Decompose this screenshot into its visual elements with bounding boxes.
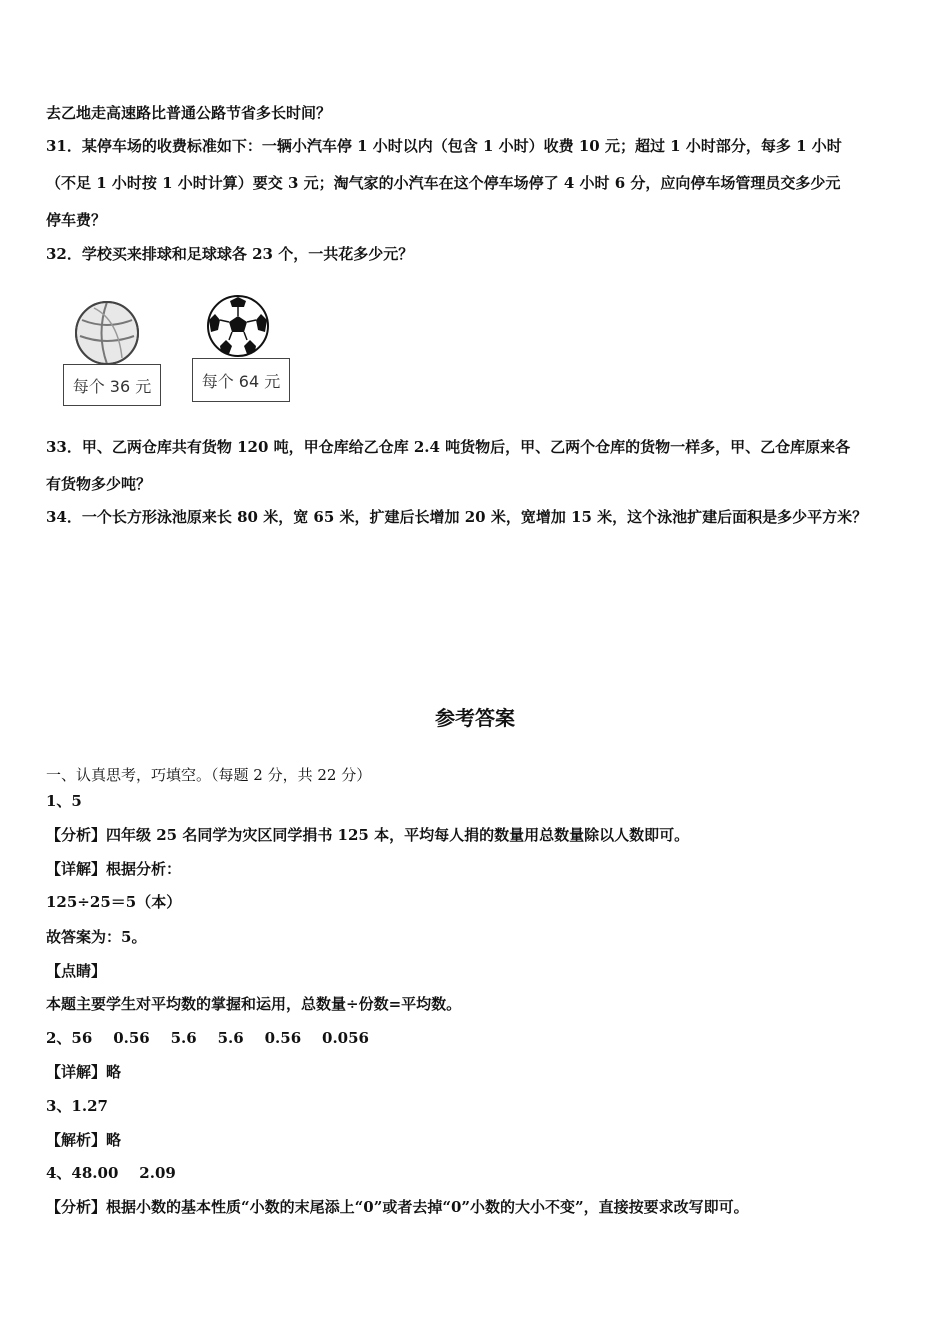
question-30-tail: 去乙地走高速路比普通公路节省多长时间？ — [46, 104, 332, 122]
answer-4: 4、48.00 2.09 — [46, 1164, 176, 1182]
answer-3: 3、1.27 — [46, 1097, 108, 1115]
volleyball-image — [74, 300, 140, 366]
answer-1-comment-label: 【点睛】 — [46, 962, 107, 980]
answers-title: 参考答案 — [435, 706, 515, 730]
soccer-ball-image — [206, 294, 270, 358]
question-31-line-3: 停车费？ — [46, 211, 107, 229]
answer-1: 1、5 — [46, 792, 82, 810]
answer-3-analysis: 【解析】略 — [46, 1131, 122, 1149]
volleyball-price: 每个 36 元 — [72, 376, 152, 396]
question-32: 32．学校买来排球和足球球各 23 个，一共花多少元？ — [46, 245, 414, 263]
soccer-price: 每个 64 元 — [201, 371, 281, 391]
question-33-line-1: 33．甲、乙两仓库共有货物 120 吨，甲仓库给乙仓库 2.4 吨货物后，甲、乙两个仓库的货物一样多，甲、乙仓库原来各 — [46, 438, 851, 456]
answer-1-calc: 125÷25＝5（本） — [46, 893, 182, 911]
answer-1-detail: 【详解】根据分析： — [46, 860, 182, 878]
answers-section-1: 一、认真思考，巧填空。（每题 2 分，共 22 分） — [46, 766, 372, 784]
answer-2: 2、56 0.56 5.6 5.6 0.56 0.056 — [46, 1029, 369, 1047]
question-34: 34．一个长方形泳池原来长 80 米，宽 65 米，扩建后长增加 20 米，宽增加 15 米，这个泳池扩建后面积是多少平方米？ — [46, 508, 868, 526]
volleyball-price-box — [63, 364, 161, 406]
answer-1-comment: 本题主要学生对平均数的掌握和运用，总数量÷份数=平均数。 — [46, 995, 462, 1013]
question-31-line-2: （不足 1 小时按 1 小时计算）要交 3 元；淘气家的小汽车在这个停车场停了 4 小时 6 分，应向停车场管理员交多少元 — [46, 174, 841, 192]
answer-1-conclusion: 故答案为：5。 — [46, 928, 147, 946]
answer-2-detail: 【详解】略 — [46, 1063, 122, 1081]
soccer-price-box — [192, 358, 290, 402]
question-33-line-2: 有货物多少吨？ — [46, 475, 152, 493]
answer-4-analysis: 【分析】根据小数的基本性质“小数的末尾添上“0”或者去掉“0”小数的大小不变”，直接按要求改写即可。 — [46, 1198, 749, 1216]
answer-1-analysis: 【分析】四年级 25 名同学为灾区同学捐书 125 本，平均每人捐的数量用总数量除以人数即可。 — [46, 826, 690, 844]
question-31-line-1: 31．某停车场的收费标准如下：一辆小汽车停 1 小时以内（包含 1 小时）收费 10 元；超过 1 小时部分，每多 1 小时 — [46, 137, 842, 155]
